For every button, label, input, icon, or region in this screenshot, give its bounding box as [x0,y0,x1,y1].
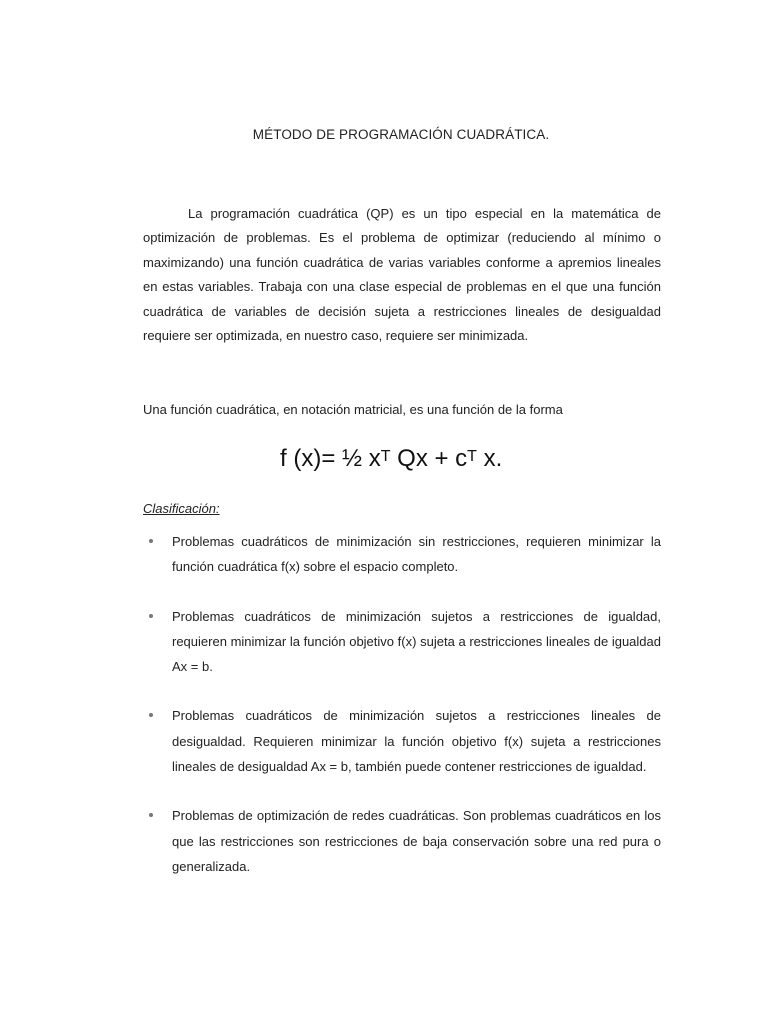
formula-end: x. [476,445,503,472]
bullet-icon [149,713,153,717]
list-item-text: Problemas cuadráticos de minimización sujetos a restricciones de igualdad, requieren minimizar la función objetivo f(x) sujeta a restricciones lineales de igualdad Ax = b. [172,608,661,675]
classification-list [143,529,661,903]
formula-transpose-2: T [467,448,477,465]
page-title: MÉTODO DE PROGRAMACIÓN CUADRÁTICA. [252,127,550,142]
list-item-text: Problemas de optimización de redes cuadráticas. Son problemas cuadráticos en los que las restricciones son restricciones de baja conservación sobre una red pura o generalizada. [172,808,661,874]
list-item [143,529,661,580]
list-item [143,703,661,779]
formula-lhs: f (x)= [280,445,343,472]
formula-half: ½ [342,445,363,472]
list-item-text: Problemas cuadráticos de minimización sin restricciones, requieren minimizar la función cuadrática f(x) sobre el espacio completo. [172,534,661,575]
list-item-text: Problemas cuadráticos de minimización sujetos a restricciones lineales de desigualdad. Requieren minimizar la función objetivo f(x) sujeta a restricciones lineales de desigualdad Ax = b, también puede contener restricciones de igualdad. [172,708,661,775]
formula-transpose-1: T [380,448,391,465]
bullet-icon [149,813,153,817]
formula-lead-text: Una función cuadrática, en notación matricial, es una función de la forma [143,402,563,417]
classification-heading: Clasificación: [143,501,220,516]
list-item [143,604,661,680]
formula-mid: Qx + c [390,445,468,472]
bullet-icon [149,539,153,543]
bullet-icon [149,614,153,618]
intro-paragraph: La programación cuadrática (QP) es un tipo especial en la matemática de optimización de problemas. Es el problema de optimizar (reduciendo al mínimo o maximizando) una función cuadrática de varias variables conforme a apremios lineales en estas variables. Trabaja con una clase especial de problemas en el que una función cuadrática de variables de decisión sujeta a restricciones lineales de desigualdad requiere ser optimizada, en nuestro caso, requiere ser minimizada. [143,206,661,344]
list-item [143,803,661,879]
quadratic-formula [280,439,502,482]
formula-x: x [362,445,381,472]
